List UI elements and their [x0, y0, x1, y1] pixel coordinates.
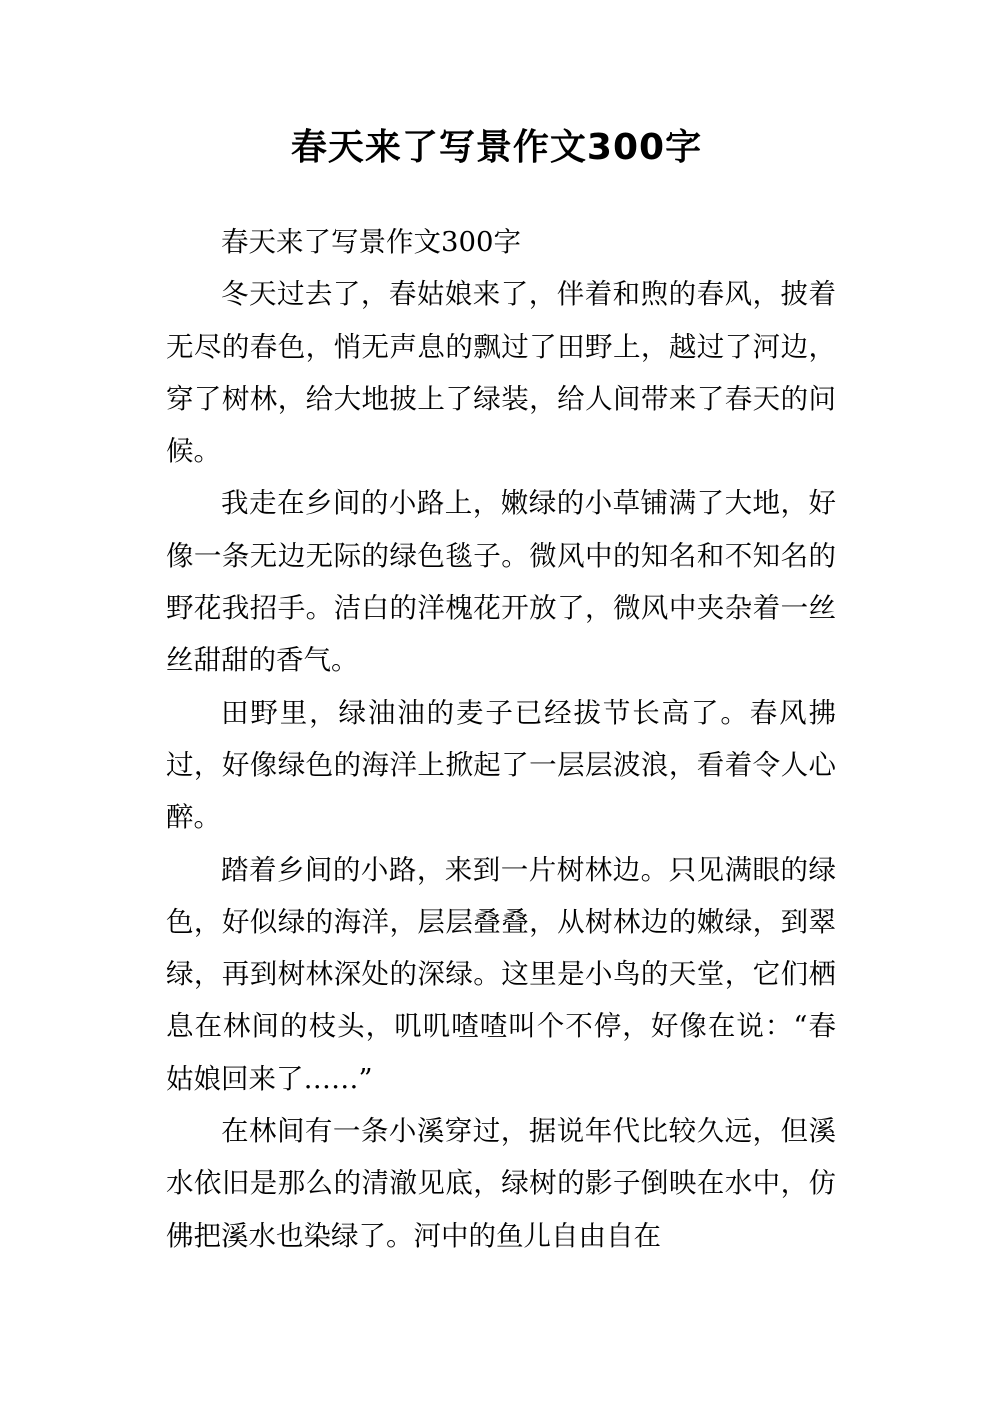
paragraph: 春天来了写景作文300字: [221, 226, 521, 258]
document-body: [166, 216, 836, 1262]
document-title: 春天来了写景作文300字: [290, 127, 703, 168]
paragraph: 冬天过去了，春姑娘来了，伴着和煦的春风，披着无尽的春色，悄无声息的飘过了田野上，越过了河边，穿了树林，给大地披上了绿装，给人间带来了春天的问候。: [166, 278, 836, 468]
paragraph: 在林间有一条小溪穿过，据说年代比较久远，但溪水依旧是那么的清澈见底，绿树的影子倒映在水中，仿佛把溪水也染绿了。河中的鱼儿自由自在: [166, 1115, 836, 1252]
paragraph: 踏着乡间的小路，来到一片树林边。只见满眼的绿色，好似绿的海洋，层层叠叠，从树林边的嫩绿，到翠绿，再到树林深处的深绿。这里是小鸟的天堂，它们栖息在林间的枝头，叽叽喳喳叫个不停，好像在说：“春姑娘回来了……”: [166, 853, 836, 1095]
paragraph: 田野里，绿油油的麦子已经拔节长高了。春风拂过，好像绿色的海洋上掀起了一层层波浪，看着令人心醉。: [166, 696, 836, 834]
paragraph: 我走在乡间的小路上，嫩绿的小草铺满了大地，好像一条无边无际的绿色毯子。微风中的知名和不知名的野花我招手。洁白的洋槐花开放了，微风中夹杂着一丝丝甜甜的香气。: [166, 487, 836, 677]
